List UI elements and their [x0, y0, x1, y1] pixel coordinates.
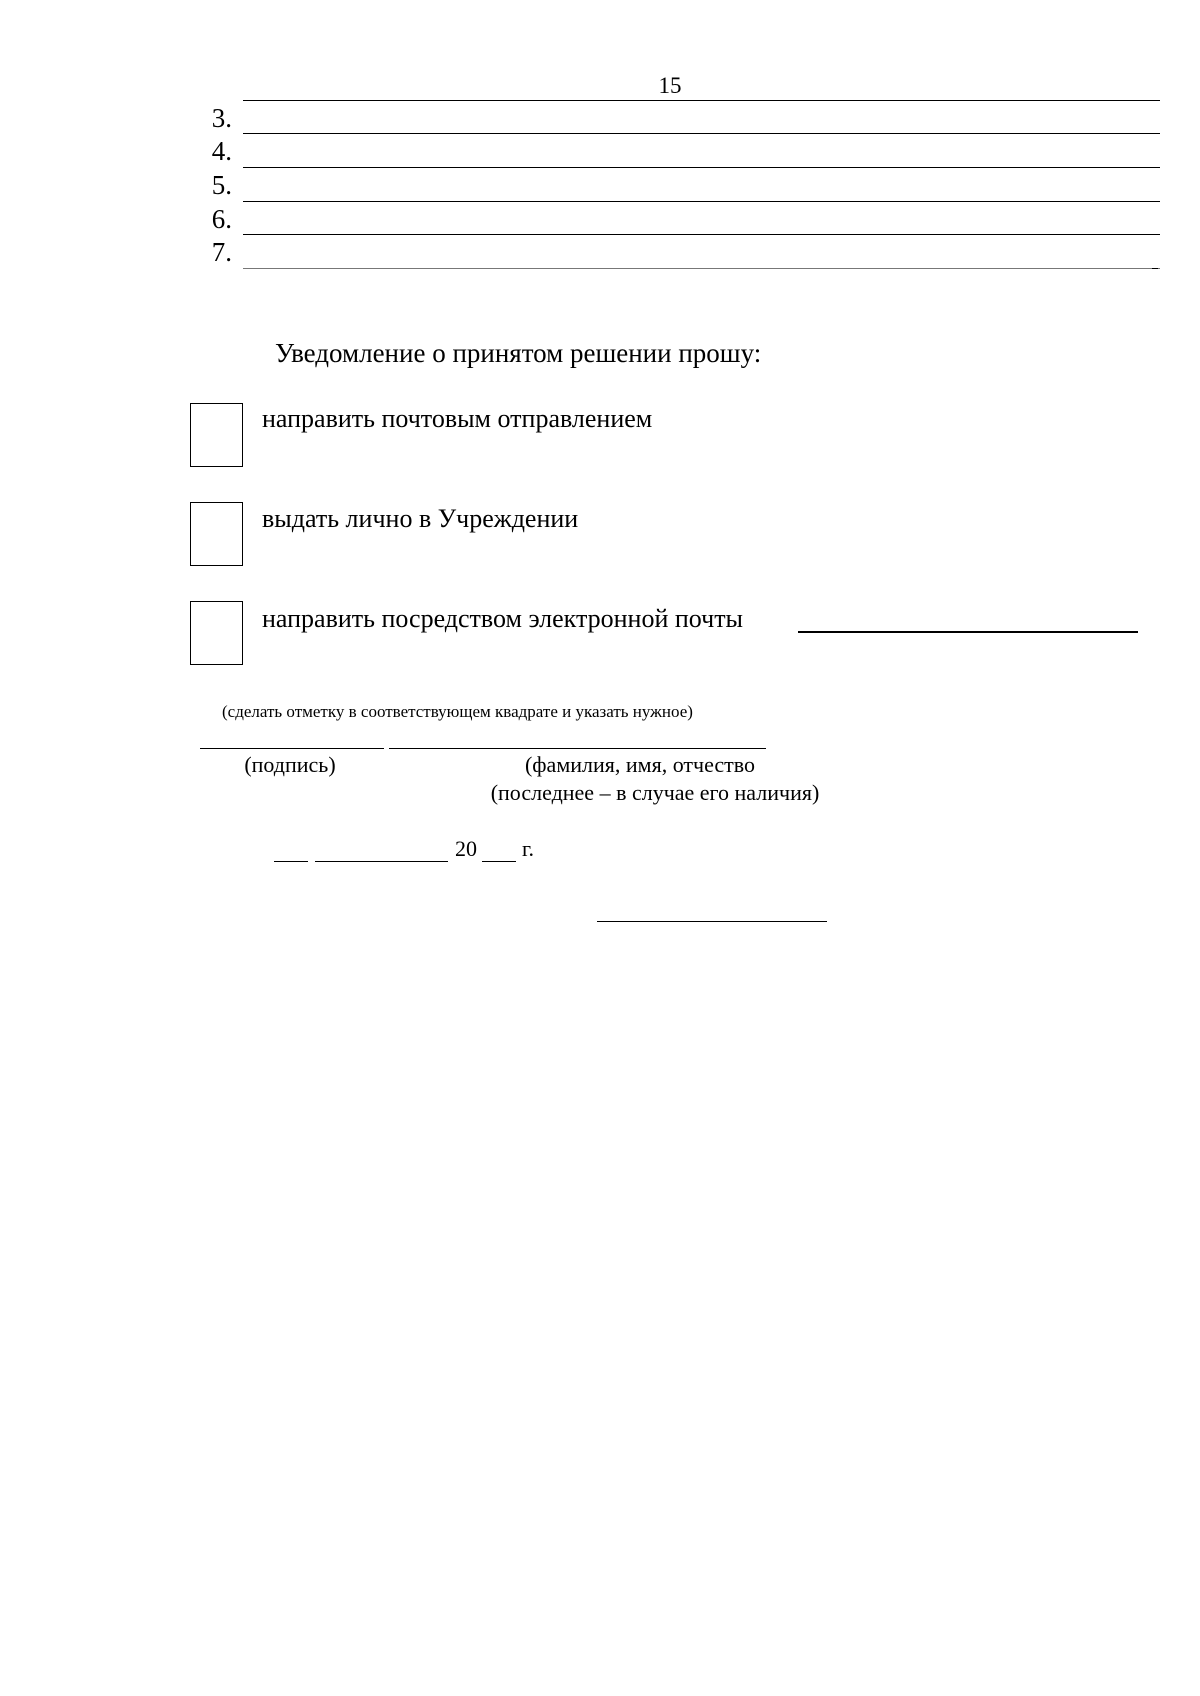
- list-item-number: 7.: [211, 237, 232, 267]
- in-person-option-label: выдать лично в Учреждении: [262, 504, 579, 533]
- list-item-line[interactable]: [243, 234, 1160, 235]
- date-month-field[interactable]: [315, 861, 448, 862]
- date-year-field[interactable]: [482, 861, 516, 862]
- final-signature-line[interactable]: [597, 921, 827, 922]
- list-item-number: 5.: [211, 170, 232, 200]
- mail-option-checkbox[interactable]: [190, 403, 243, 467]
- notification-heading: Уведомление о принятом решении прошу:: [275, 338, 762, 368]
- list-item-line[interactable]: [243, 133, 1160, 134]
- list-item-number: 6.: [211, 204, 232, 234]
- list-end-mark: [1152, 268, 1158, 269]
- full-name-line[interactable]: [389, 748, 766, 749]
- page-number: 15: [658, 73, 682, 98]
- mail-option-label: направить почтовым отправлением: [262, 404, 653, 433]
- email-option-checkbox[interactable]: [190, 601, 243, 665]
- email-option-label: направить посредством электронной почты: [262, 604, 744, 633]
- list-item-number: 4.: [211, 136, 232, 166]
- list-item-line[interactable]: [243, 167, 1160, 168]
- selection-hint: (сделать отметку в соответствующем квадрате и указать нужное): [222, 702, 693, 721]
- signature-caption: (подпись): [244, 752, 336, 777]
- date-century: 20: [455, 836, 477, 861]
- date-year-suffix: г.: [522, 836, 535, 861]
- date-day-field[interactable]: [274, 861, 308, 862]
- full-name-caption-note: (последнее – в случае его наличия): [490, 780, 820, 805]
- email-address-field[interactable]: [798, 631, 1138, 633]
- list-item-line[interactable]: [243, 268, 1160, 269]
- in-person-option-checkbox[interactable]: [190, 502, 243, 566]
- full-name-caption: (фамилия, имя, отчество: [524, 752, 756, 777]
- list-item-number: 3.: [211, 103, 232, 133]
- list-top-rule: [243, 100, 1160, 101]
- signature-line[interactable]: [200, 748, 384, 749]
- list-item-line[interactable]: [243, 201, 1160, 202]
